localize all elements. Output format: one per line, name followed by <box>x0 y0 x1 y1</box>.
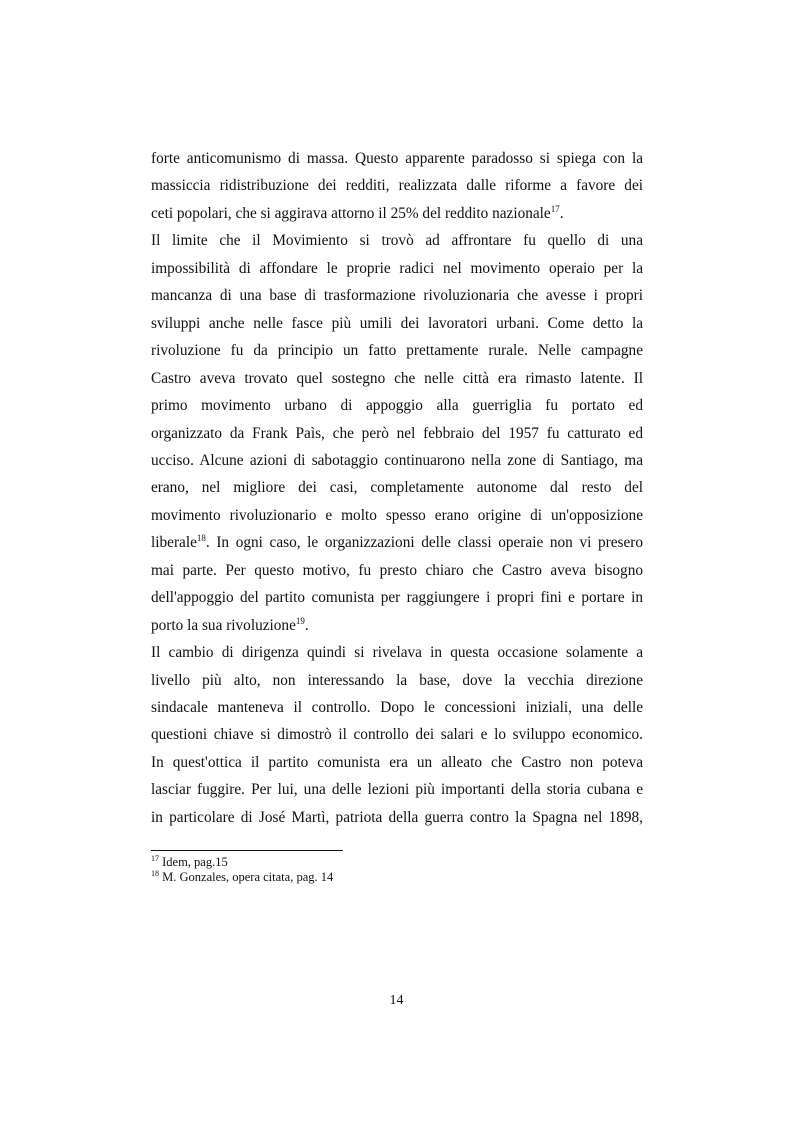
line-text: porto la sua rivoluzione <box>151 616 296 634</box>
text-line <box>151 177 643 195</box>
line-text: impossibilità di affondare le proprie radici nel movimento operaio per la <box>151 259 643 277</box>
text-line <box>151 562 643 580</box>
footnote-text: Idem, pag.15 <box>159 855 228 869</box>
text-line <box>151 699 643 717</box>
text-line <box>151 232 643 250</box>
line-text: ucciso. Alcune azioni di sabotaggio continuarono nella zone di Santiago, ma <box>151 451 643 469</box>
text-line <box>151 781 643 799</box>
footnote <box>151 855 228 869</box>
footnote-text: M. Gonzales, opera citata, pag. 14 <box>159 870 334 884</box>
line-text: mai parte. Per questo motivo, fu presto chiaro che Castro aveva bisogno <box>151 561 643 579</box>
line-text: primo movimento urbano di appoggio alla guerriglia fu portato ed <box>151 397 643 415</box>
line-text-continued: . <box>304 616 309 634</box>
text-line <box>151 534 643 552</box>
text-line <box>151 479 643 497</box>
line-text: liberale <box>151 534 197 552</box>
line-text: ceti popolari, che si aggirava attorno il 25% del reddito nazionale <box>151 204 551 222</box>
text-line <box>151 507 643 525</box>
line-text: dell'appoggio del partito comunista per raggiungere i propri fini e portare in <box>151 589 643 607</box>
line-text: sindacale manteneva il controllo. Dopo le concessioni iniziali, una delle <box>151 699 643 716</box>
line-text: In quest'ottica il partito comunista era un alleato che Castro non poteva <box>151 753 643 771</box>
line-text: erano, nel migliore dei casi, completamente autonome dal resto del <box>151 479 643 497</box>
text-line <box>151 644 643 662</box>
text-line <box>151 205 643 223</box>
line-text: rivoluzione fu da principio un fatto prettamente rurale. Nelle campagne <box>151 342 643 360</box>
text-line <box>151 315 643 333</box>
text-line <box>151 754 643 772</box>
footnote <box>151 870 333 884</box>
line-text: Il limite che il Movimiento si trovò ad affrontare fu quello di una <box>151 232 643 250</box>
text-line <box>151 397 643 415</box>
text-line <box>151 809 643 827</box>
text-line <box>151 287 643 305</box>
line-text: Castro aveva trovato quel sostegno che nelle città era rimasto latente. Il <box>151 369 643 387</box>
text-line <box>151 370 643 388</box>
page-number: 14 <box>389 993 404 1008</box>
line-text: livello più alto, non interessando la base, dove la vecchia direzione <box>151 671 643 689</box>
line-text: forte anticomunismo di massa. Questo apparente paradosso si spiega con la <box>151 150 643 167</box>
line-text: sviluppi anche nelle fasce più umili dei lavoratori urbani. Come detto la <box>151 314 643 332</box>
text-line <box>151 342 643 360</box>
line-text: lasciar fuggire. Per lui, una delle lezioni più importanti della storia cubana e <box>151 781 643 799</box>
text-line <box>151 452 643 470</box>
text-line <box>151 150 643 168</box>
line-text: Il cambio di dirigenza quindi si rivelava in questa occasione solamente a <box>151 644 643 662</box>
footnote-reference: 18 <box>196 533 206 544</box>
line-text-continued: . <box>559 204 564 222</box>
line-text: massiccia ridistribuzione dei redditi, realizzata dalle riforme a favore dei <box>151 177 643 195</box>
footnote-reference: 17 <box>550 203 560 214</box>
line-text: movimento rivoluzionario e molto spesso erano origine di un'opposizione <box>151 506 643 524</box>
footnote-separator <box>151 850 343 851</box>
line-text: mancanza di una base di trasformazione rivoluzionaria che avesse i propri <box>151 287 643 305</box>
footnote-number: 17 <box>151 853 159 863</box>
line-text: in particolare di José Martì, patriota della guerra contro la Spagna nel 1898, <box>151 808 643 826</box>
text-line <box>151 425 643 443</box>
text-line <box>151 260 643 278</box>
footnote-number: 18 <box>151 868 159 878</box>
line-text-continued: . In ogni caso, le organizzazioni delle classi operaie non vi presero <box>205 534 643 552</box>
line-text: questioni chiave si dimostrò il controllo dei salari e lo sviluppo economico. <box>151 726 643 744</box>
text-line <box>151 726 643 744</box>
text-line <box>151 589 643 607</box>
footnote-reference: 19 <box>295 615 305 626</box>
text-line <box>151 617 643 635</box>
text-line <box>151 672 643 690</box>
line-text: organizzato da Frank Paìs, che però nel febbraio del 1957 fu catturato ed <box>151 424 643 442</box>
